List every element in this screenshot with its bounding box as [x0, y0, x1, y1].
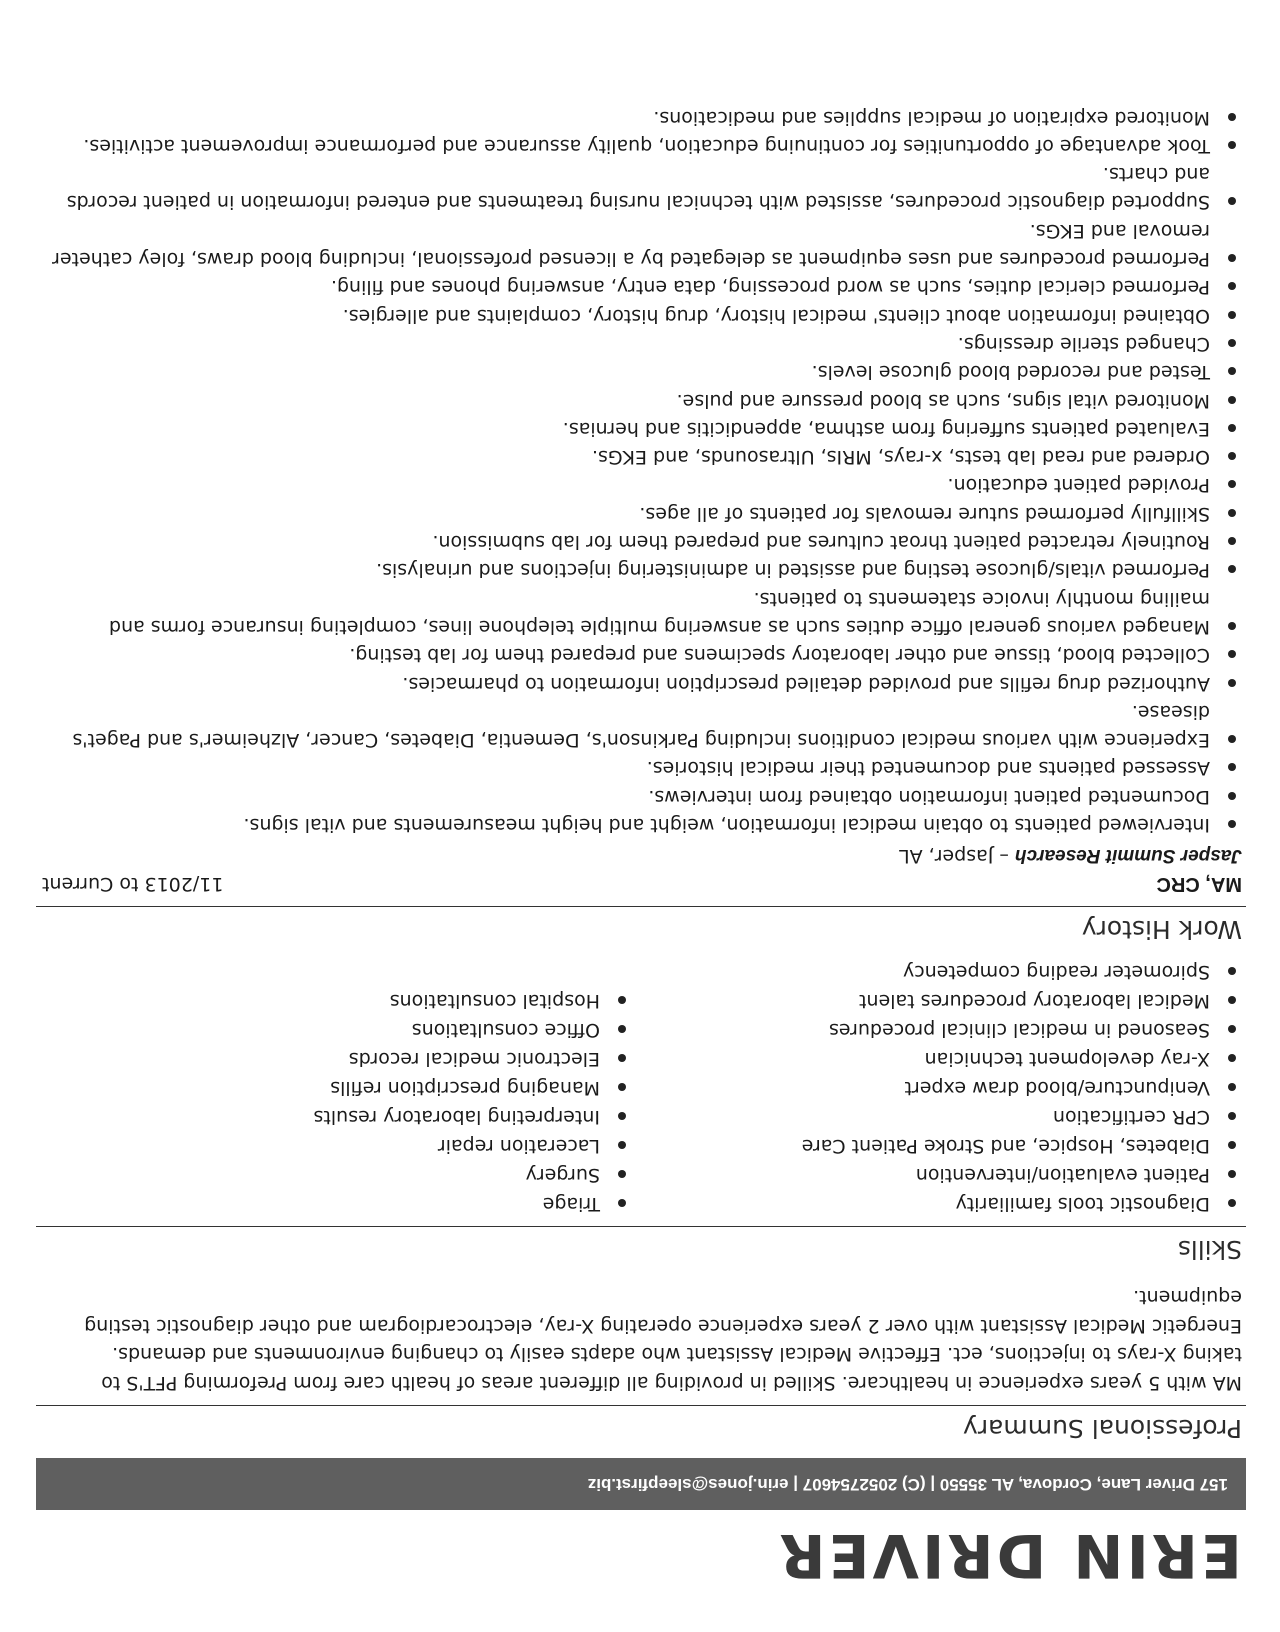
duty-item: Performed vitals/glucose testing and assisted in administering injections and urinalysis.	[36, 556, 1246, 584]
duty-item: Monitored vital signs, such as blood pressure and pulse.	[36, 386, 1246, 414]
section-divider	[36, 1226, 1246, 1227]
duty-item: Supported diagnostic procedures, assisted with technical nursing treatments and entered information in patient records and charts.	[36, 160, 1246, 217]
duty-item: Obtained information about clients' medical history, drug history, complaints and allergies.	[36, 301, 1246, 329]
skill-item: Surgery	[36, 1160, 636, 1189]
skill-item: Office consultations	[36, 1015, 636, 1044]
duty-item: Tested and recorded blood glucose levels.	[36, 358, 1246, 386]
duty-item: Collected blood, tissue and other laboratory specimens and prepared them for lab testing.	[36, 641, 1246, 669]
candidate-name: ERIN DRIVER	[776, 1520, 1242, 1590]
duty-item: Managed various general office duties such as answering multiple telephone lines, completing insurance forms and mailing monthly invoice statements to patients.	[36, 584, 1246, 641]
section-divider	[36, 1405, 1246, 1406]
job-duties-list	[36, 103, 1246, 839]
duty-item: Evaluated patients suffering from asthma, appendicitis and hernias.	[36, 415, 1246, 443]
skills-title: Skills	[1177, 1235, 1242, 1264]
duty-item: Performed procedures and uses equipment as delegated by a licensed professional, including blood draws, foley catheter removal and EKGs.	[36, 216, 1246, 273]
skill-item: Patient evaluation/intervention	[636, 1160, 1246, 1189]
employer-line	[36, 841, 1242, 870]
duty-item: Experience with various medical conditions including Parkinson's, Dementia, Diabetes, Cancer, Alzheimer's and Paget's disease.	[36, 698, 1246, 755]
skills-list	[36, 957, 1246, 1218]
duty-item: Documented patient information obtained from interviews.	[36, 782, 1246, 810]
summary-text: MA with 5 years experience in healthcare. Skilled in providing all different areas of health care from Preforming PFT'S to taking X-rays to injections, ect. Effective Medical Assistant who adapts easily to changing environments and demands. Energetic Medical Assistant with over 2 years experience operating X-ray, electrocardiogram and other diagnostic testing equipment.	[84, 1286, 1242, 1394]
employer-name: Jasper Summit Research	[1014, 845, 1242, 866]
duty-item: Assessed patients and documented their medical histories.	[36, 754, 1246, 782]
employer-location: – Jasper, AL	[898, 845, 1015, 867]
contact-email: erin.jones@sleepfirst.biz	[587, 1475, 789, 1494]
duty-item: Took advantage of opportunities for continuing education, quality assurance and performance improvement activities.	[36, 132, 1246, 160]
job-header	[36, 870, 1242, 898]
duty-item: Authorized drug refills and provided detailed prescription information to pharmacies.	[36, 669, 1246, 697]
skill-item: Diabetes, Hospice, and Stroke Patient Care	[636, 1131, 1246, 1160]
duty-item: Ordered and read lab tests, x-rays, MRIs, Ultrasounds, and EKGs.	[36, 443, 1246, 471]
contact-phone: (C) 2052754607	[802, 1475, 926, 1494]
skill-item: Seasoned in medical clinical procedures	[636, 1015, 1246, 1044]
skill-item: Spirometer reading competency	[636, 957, 1246, 986]
duty-item: Monitored expiration of medical supplies and medications.	[36, 103, 1246, 131]
duty-item: Skillfully performed suture removals for patients of all ages.	[36, 499, 1246, 527]
skill-item: Venipuncture/blood draw expert	[636, 1073, 1246, 1102]
job-title: MA, CRC	[1156, 873, 1242, 895]
skill-item: Hospital consultations	[36, 986, 636, 1015]
duty-item: Performed clerical duties, such as word processing, data entry, answering phones and filing.	[36, 273, 1246, 301]
skill-item: CPR certification	[636, 1102, 1246, 1131]
skill-item: Electronic medical records	[36, 1044, 636, 1073]
contact-address: 157 Driver Lane, Cordova, AL 35550	[939, 1475, 1228, 1494]
skill-item: X-ray development technician	[636, 1044, 1246, 1073]
duty-item: Changed sterile dressings.	[36, 330, 1246, 358]
skill-item: Managing prescription refills	[36, 1073, 636, 1102]
duty-item: Routinely retracted patient throat cultures and prepared them for lab submission.	[36, 528, 1246, 556]
duty-item: Provided patient education.	[36, 471, 1246, 499]
work-history-title: Work History	[1081, 915, 1242, 944]
skill-item: Triage	[36, 1189, 636, 1218]
summary-title: Professional Summary	[962, 1414, 1242, 1443]
skill-item: Interpreting laboratory results	[36, 1102, 636, 1131]
skill-item: Laceration repair	[36, 1131, 636, 1160]
duty-item: Interviewed patients to obtain medical information, weight and height measurements and vital signs.	[36, 811, 1246, 839]
section-divider	[36, 906, 1246, 907]
skill-item: Medical laboratory procedures talent	[636, 986, 1246, 1015]
job-dates: 11/2013 to Current	[42, 873, 224, 895]
contact-separator: |	[788, 1475, 803, 1494]
skill-item: Diagnostic tools familiarity	[636, 1189, 1246, 1218]
contact-bar	[36, 1458, 1246, 1510]
contact-separator: |	[925, 1475, 940, 1494]
